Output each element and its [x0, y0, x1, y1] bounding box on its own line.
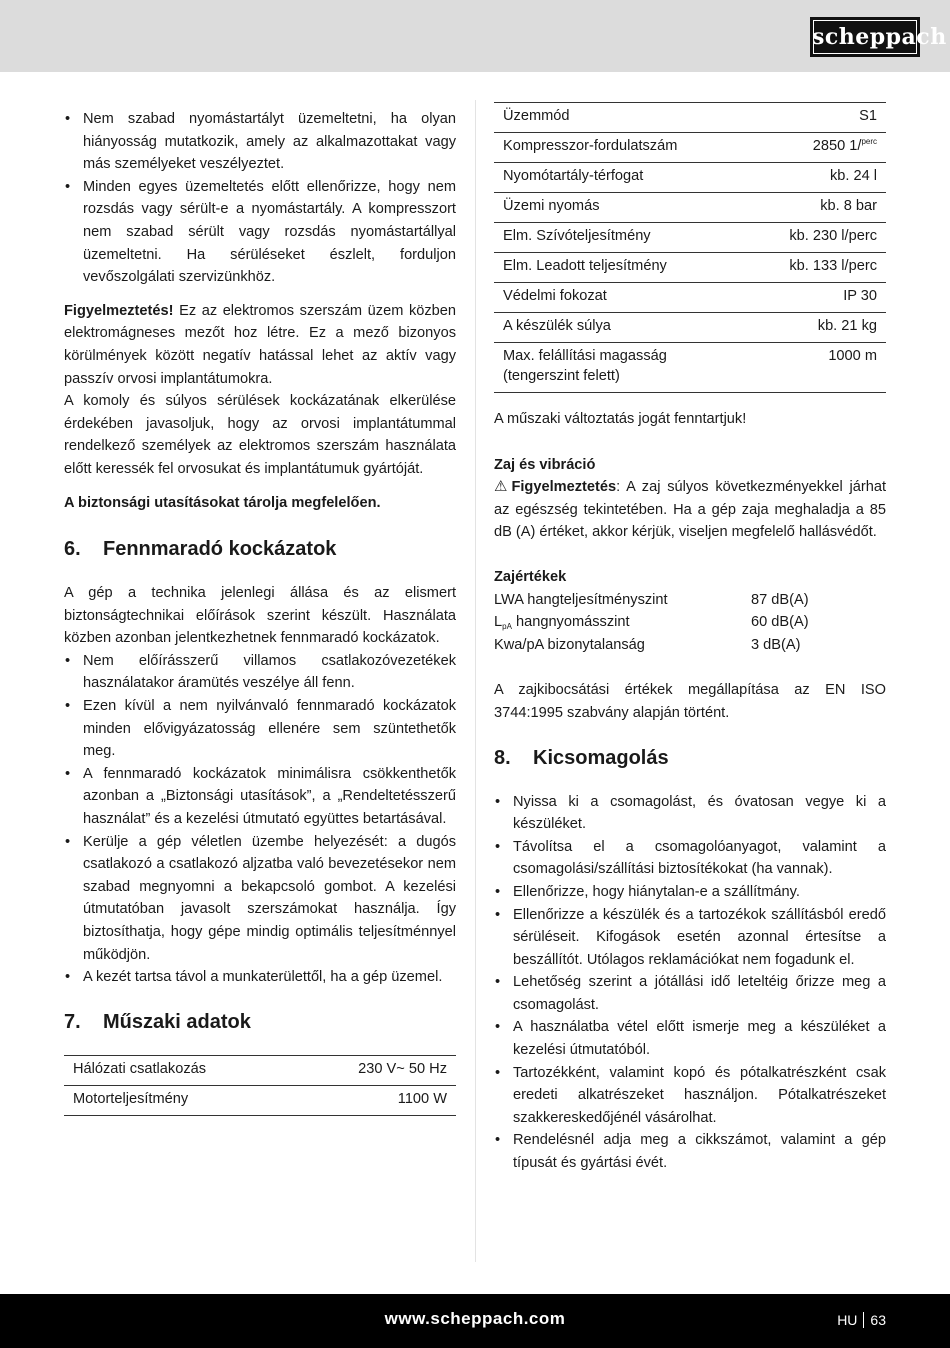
noise-section-title: Zaj és vibráció: [494, 456, 596, 473]
noise-row: Kwa/pA bizonytalanság 3 dB(A): [494, 636, 801, 653]
list-item: • Ellenőrizze, hogy hiánytalan-e a szállítmány.: [494, 881, 886, 904]
warning-triangle-icon: ⚠: [494, 478, 508, 496]
left-column: [64, 108, 456, 1116]
section-8-heading: 8. Kicsomagolás: [494, 746, 669, 769]
header-bar: [0, 0, 950, 72]
unpacking-bullets: [494, 791, 886, 1175]
implant-advice: A komoly és súlyos sérülések kockázatának elkerülése érdekében javasoljuk, hogy az orvosi implantátummal rendelkező személyek az elektromos szerszám használata előtt keressék fel orvosukat és implantátumuk gyártóját.: [64, 393, 456, 477]
emf-warning: [64, 300, 456, 390]
list-item: • Tartozékként, valamint kopó és pótalkatrészként csak eredeti alkatrészeket használjon. Pótalkatrészeket szakkereskedőjénél vásárolhat.: [494, 1062, 886, 1130]
list-item: • Nem előírásszerű villamos csatlakozóvezetékek használatakor áramütés veszélye áll fenn.: [64, 650, 456, 695]
store-instructions-note: A biztonsági utasításokat tárolja megfelelően.: [64, 494, 381, 511]
table-row: Elm. Szívóteljesítmény kb. 230 l/perc: [494, 223, 886, 253]
list-item: • A használatba vétel előtt ismerje meg a készüléket a kezelési útmutatóból.: [494, 1016, 886, 1061]
table-row: Elm. Leadott teljesítmény kb. 133 l/perc: [494, 253, 886, 283]
list-item: • Nyissa ki a csomagolást, és óvatosan vegye ki a készüléket.: [494, 791, 886, 836]
section-7-title: Műszaki adatok: [103, 1010, 251, 1033]
list-item: • Ezen kívül a nem nyilvánvaló fennmaradó kockázatok minden elővigyázatosság ellenére sem szüntethetők meg.: [64, 695, 456, 763]
noise-row: $L_{pA}$ hangnyomásszint 60 dB(A): [494, 614, 809, 632]
table-row: Üzemmód S1: [494, 103, 886, 133]
page-number: 63: [870, 1312, 886, 1328]
section-6-title: Fennmaradó kockázatok: [103, 538, 337, 561]
language-code: HU: [837, 1312, 858, 1328]
noise-row: LWA hangteljesítményszint 87 dB(A): [494, 591, 809, 608]
tech-change-note: A műszaki változtatás jogát fenntartjuk!: [494, 411, 747, 427]
noise-standard-note: A zajkibocsátási értékek megállapítása az EN ISO 3744:1995 szabvány alapján történt.: [494, 682, 886, 721]
table-row: Nyomótartály-térfogat kb. 24 l: [494, 163, 886, 193]
section-7-heading: 7. Műszaki adatok: [64, 1010, 251, 1033]
noise-values-title: Zajértékek: [494, 568, 567, 585]
tech-data-table-right: [494, 102, 886, 393]
column-divider: [475, 100, 476, 1262]
list-item: • Nem szabad nyomástartályt üzemeltetni, ha olyan hiányosság mutatkozik, amely az alkalmazottakat vagy más személyeket veszélyeztet.: [64, 108, 456, 176]
safety-bullets: [64, 108, 456, 289]
list-item: • Rendelésnél adja meg a cikkszámot, valamint a gép típusát és gyártási évét.: [494, 1129, 886, 1174]
section-8-title: Kicsomagolás: [533, 746, 669, 769]
list-item: • Ellenőrizze a készülék és a tartozékok szállításból eredő sérüléseit. Kifogások esetén azonnal értesítse a beszállítót. Utólagos reklamációkat nem fogadunk el.: [494, 904, 886, 972]
list-item: • A fennmaradó kockázatok minimálisra csökkenthetők azonban a „Biztonsági utasítások”, a „Rendeltetésszerű használat” és a kezelési útmutató együttes betartásával.: [64, 763, 456, 831]
table-row: A készülék súlya kb. 21 kg: [494, 313, 886, 343]
table-row: Motorteljesítmény 1100 W: [64, 1085, 456, 1115]
table-row: Max. felállítási magasság (tengerszint felett) 1000 m: [494, 343, 886, 393]
section-6-heading: 6. Fennmaradó kockázatok: [64, 538, 337, 561]
tech-data-table-left: [64, 1055, 456, 1116]
list-item: • Kerülje a gép véletlen üzembe helyezését: a dugós csatlakozó a csatlakozó aljzatba való bevezetésekor nem szabad megnyomni a bekapcsoló gombot. A kezelési útmutatóban javasolt szerszámokat használja. Így biztosíthatja, hogy gépe mindig optimális teljesítménnyel működjön.: [64, 831, 456, 967]
table-row: Kompresszor-fordulatszám 2850 1/$^{perc}$: [494, 133, 886, 163]
page-indicator: [837, 1309, 886, 1332]
brand-logo: scheppach: [810, 17, 920, 57]
list-item: • A kezét tartsa távol a munkaterülettől, ha a gép üzemel.: [64, 966, 456, 989]
footer-bar: [0, 1294, 950, 1348]
website-link[interactable]: www.scheppach.com: [384, 1309, 566, 1328]
right-column: [494, 102, 886, 1175]
warning-text: Ez az elektromos szerszám üzem közben elektromágneses mezőt hoz létre. Ez a mező bizonyos körülmények között negatív hatással lehet az aktív vagy passzív orvosi implantátumokra.: [64, 302, 456, 387]
warning-label: Figyelmeztetés!: [64, 302, 174, 319]
table-row: Üzemi nyomás kb. 8 bar: [494, 193, 886, 223]
unit-superscript: perc: [861, 137, 877, 146]
residual-risk-bullets: [64, 650, 456, 989]
list-item: • Lehetőség szerint a jótállási idő leteltéig őrizze meg a csomagolást.: [494, 971, 886, 1016]
list-item: • Távolítsa el a csomagolóanyagot, valamint a csomagolási/szállítási biztosítékokat (ha vannak).: [494, 836, 886, 881]
list-item: • Minden egyes üzemeltetés előtt ellenőrizze, hogy nem rozsdás vagy sérült-e a nyomástartály. A kompresszort nem szabad sérült vagy rozsdás nyomástartállyal üzemeltetni. Ha sérüléseket észlelt, forduljon vevőszolgálati szervizünkhöz.: [64, 176, 456, 289]
table-row: Hálózati csatlakozás 230 V~ 50 Hz: [64, 1055, 456, 1085]
table-row: Védelmi fokozat IP 30: [494, 283, 886, 313]
noise-warning: ⚠ Figyelmeztetés: A zaj súlyos következményekkel járhat az egészség tekintetében. Ha a gép zaja meghaladja a 85 dB (A) értéket, akkor kérjük, viseljen megfelelő hallásvédőt.: [494, 478, 886, 541]
section-6-intro: A gép a technika jelenlegi állása és az elismert biztonságtechnikai előírások szerint készült. Használata közben azonban jelentkezhetnek fennmaradó kockázatok.: [64, 585, 456, 647]
